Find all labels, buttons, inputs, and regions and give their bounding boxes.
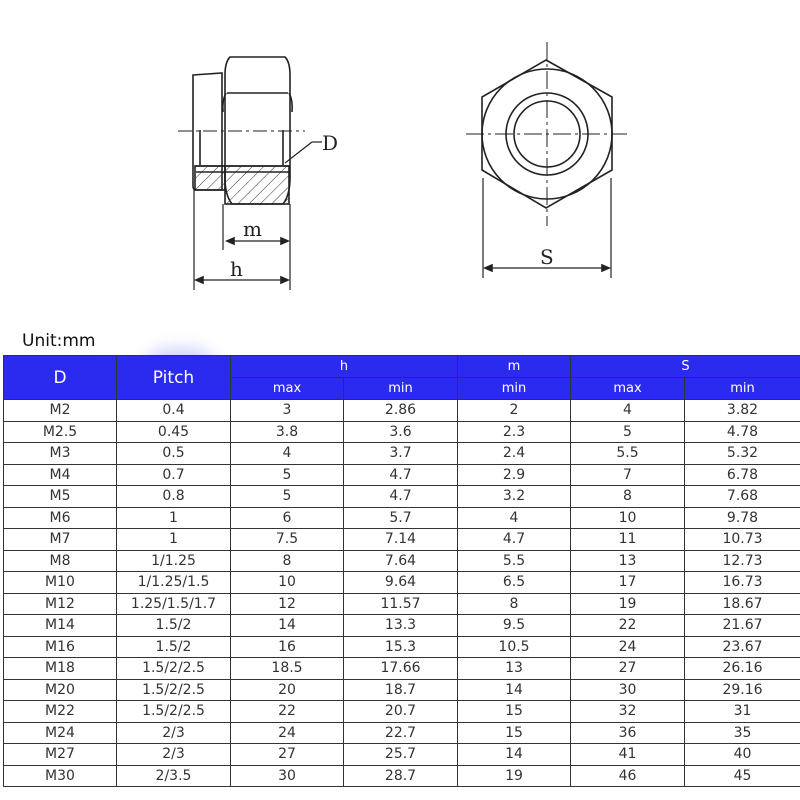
cell-h-max: 30 xyxy=(231,765,344,787)
cell-pitch: 1.5/2/2.5 xyxy=(117,701,231,723)
cell-s-max: 17 xyxy=(571,572,685,594)
header-h-max: max xyxy=(231,378,344,400)
cell-s-min: 29.16 xyxy=(685,679,800,701)
cell-h-max: 16 xyxy=(231,636,344,658)
cell-m-min: 9.5 xyxy=(458,615,571,637)
cell-m-min: 8 xyxy=(458,593,571,615)
cell-h-min: 7.14 xyxy=(344,529,458,551)
cell-d: M5 xyxy=(4,486,117,508)
cell-m-min: 10.5 xyxy=(458,636,571,658)
side-view xyxy=(178,57,322,290)
cell-s-max: 36 xyxy=(571,722,685,744)
cell-m-min: 4.7 xyxy=(458,529,571,551)
cell-pitch: 2/3 xyxy=(117,744,231,766)
label-s: S xyxy=(540,245,554,269)
cell-s-max: 22 xyxy=(571,615,685,637)
cell-m-min: 2.3 xyxy=(458,421,571,443)
cell-h-max: 4 xyxy=(231,443,344,465)
table-row xyxy=(4,400,800,422)
unit-label: Unit:mm xyxy=(22,331,96,351)
cell-s-min: 9.78 xyxy=(685,507,800,529)
cell-h-min: 22.7 xyxy=(344,722,458,744)
cell-d: M8 xyxy=(4,550,117,572)
cell-d: M7 xyxy=(4,529,117,551)
cell-s-max: 11 xyxy=(571,529,685,551)
cell-h-min: 28.7 xyxy=(344,765,458,787)
cell-s-min: 18.67 xyxy=(685,593,800,615)
header-s: S xyxy=(571,356,800,378)
cell-pitch: 1/1.25 xyxy=(117,550,231,572)
cell-pitch: 1 xyxy=(117,529,231,551)
nut-drawing-svg xyxy=(0,0,800,320)
cell-s-min: 26.16 xyxy=(685,658,800,680)
cell-m-min: 5.5 xyxy=(458,550,571,572)
cell-s-max: 7 xyxy=(571,464,685,486)
cell-h-max: 27 xyxy=(231,744,344,766)
cell-s-max: 41 xyxy=(571,744,685,766)
cell-pitch: 2/3.5 xyxy=(117,765,231,787)
table-row xyxy=(4,550,800,572)
cell-pitch: 0.7 xyxy=(117,464,231,486)
cell-s-min: 4.78 xyxy=(685,421,800,443)
cell-d: M24 xyxy=(4,722,117,744)
cell-m-min: 14 xyxy=(458,744,571,766)
cell-d: M20 xyxy=(4,679,117,701)
cell-s-min: 40 xyxy=(685,744,800,766)
cell-d: M10 xyxy=(4,572,117,594)
cell-pitch: 1/1.25/1.5 xyxy=(117,572,231,594)
header-s-min: min xyxy=(685,378,800,400)
label-d: D xyxy=(322,131,339,155)
cell-pitch: 1.5/2/2.5 xyxy=(117,679,231,701)
cell-s-max: 30 xyxy=(571,679,685,701)
cell-h-max: 12 xyxy=(231,593,344,615)
cell-h-max: 5 xyxy=(231,464,344,486)
cell-s-max: 24 xyxy=(571,636,685,658)
cell-pitch: 1.5/2 xyxy=(117,636,231,658)
cell-s-max: 13 xyxy=(571,550,685,572)
cell-s-max: 10 xyxy=(571,507,685,529)
cell-s-min: 3.82 xyxy=(685,400,800,422)
header-h: h xyxy=(231,356,458,378)
label-m: m xyxy=(243,217,262,241)
table-row xyxy=(4,636,800,658)
cell-m-min: 4 xyxy=(458,507,571,529)
cell-h-max: 24 xyxy=(231,722,344,744)
cell-pitch: 2/3 xyxy=(117,722,231,744)
cell-pitch: 1.25/1.5/1.7 xyxy=(117,593,231,615)
cell-s-min: 45 xyxy=(685,765,800,787)
table-row xyxy=(4,765,800,787)
cell-d: M2.5 xyxy=(4,421,117,443)
cell-m-min: 19 xyxy=(458,765,571,787)
cell-h-max: 5 xyxy=(231,486,344,508)
cell-m-min: 2.9 xyxy=(458,464,571,486)
cell-m-min: 15 xyxy=(458,722,571,744)
header-d: D xyxy=(4,356,117,400)
table-row xyxy=(4,658,800,680)
cell-m-min: 2.4 xyxy=(458,443,571,465)
cell-s-min: 31 xyxy=(685,701,800,723)
header-pitch: Pitch xyxy=(117,356,231,400)
cell-d: M6 xyxy=(4,507,117,529)
table-row xyxy=(4,744,800,766)
cell-m-min: 2 xyxy=(458,400,571,422)
cell-h-min: 7.64 xyxy=(344,550,458,572)
cell-s-min: 35 xyxy=(685,722,800,744)
cell-pitch: 1.5/2/2.5 xyxy=(117,658,231,680)
header-s-max: max xyxy=(571,378,685,400)
cell-pitch: 0.45 xyxy=(117,421,231,443)
table-row xyxy=(4,464,800,486)
cell-h-max: 3 xyxy=(231,400,344,422)
cell-h-max: 14 xyxy=(231,615,344,637)
cell-s-max: 46 xyxy=(571,765,685,787)
cell-d: M14 xyxy=(4,615,117,637)
cell-m-min: 14 xyxy=(458,679,571,701)
table-row xyxy=(4,443,800,465)
cell-h-min: 3.6 xyxy=(344,421,458,443)
table-row xyxy=(4,701,800,723)
table-row xyxy=(4,722,800,744)
cell-h-min: 4.7 xyxy=(344,486,458,508)
nut-technical-drawing xyxy=(0,0,800,320)
cell-h-max: 3.8 xyxy=(231,421,344,443)
cell-d: M16 xyxy=(4,636,117,658)
label-h: h xyxy=(230,257,243,281)
table-row xyxy=(4,529,800,551)
cell-h-min: 9.64 xyxy=(344,572,458,594)
cell-s-max: 4 xyxy=(571,400,685,422)
cell-h-min: 4.7 xyxy=(344,464,458,486)
cell-s-max: 32 xyxy=(571,701,685,723)
cell-pitch: 0.4 xyxy=(117,400,231,422)
cell-h-min: 11.57 xyxy=(344,593,458,615)
cell-s-min: 10.73 xyxy=(685,529,800,551)
table-row xyxy=(4,615,800,637)
header-m: m xyxy=(458,356,571,378)
cell-pitch: 1 xyxy=(117,507,231,529)
header-h-min: min xyxy=(344,378,458,400)
cell-h-min: 18.7 xyxy=(344,679,458,701)
cell-h-max: 10 xyxy=(231,572,344,594)
cell-s-min: 12.73 xyxy=(685,550,800,572)
cell-s-max: 5 xyxy=(571,421,685,443)
cell-d: M12 xyxy=(4,593,117,615)
cell-h-min: 2.86 xyxy=(344,400,458,422)
cell-s-min: 7.68 xyxy=(685,486,800,508)
cell-m-min: 6.5 xyxy=(458,572,571,594)
cell-d: M18 xyxy=(4,658,117,680)
cell-h-min: 25.7 xyxy=(344,744,458,766)
cell-s-max: 8 xyxy=(571,486,685,508)
cell-h-max: 8 xyxy=(231,550,344,572)
nut-spec-table xyxy=(3,355,800,787)
cell-s-max: 5.5 xyxy=(571,443,685,465)
cell-h-max: 22 xyxy=(231,701,344,723)
cell-d: M27 xyxy=(4,744,117,766)
cell-m-min: 3.2 xyxy=(458,486,571,508)
table-row xyxy=(4,486,800,508)
table-row xyxy=(4,421,800,443)
cell-h-min: 20.7 xyxy=(344,701,458,723)
front-view xyxy=(466,42,627,278)
cell-s-min: 5.32 xyxy=(685,443,800,465)
table-row xyxy=(4,507,800,529)
table-body xyxy=(4,400,800,787)
cell-pitch: 1.5/2 xyxy=(117,615,231,637)
cell-h-min: 17.66 xyxy=(344,658,458,680)
cell-h-min: 15.3 xyxy=(344,636,458,658)
cell-pitch: 0.5 xyxy=(117,443,231,465)
cell-s-min: 16.73 xyxy=(685,572,800,594)
cell-s-min: 21.67 xyxy=(685,615,800,637)
cell-d: M22 xyxy=(4,701,117,723)
cell-d: M30 xyxy=(4,765,117,787)
cell-s-max: 27 xyxy=(571,658,685,680)
cell-h-min: 3.7 xyxy=(344,443,458,465)
cell-m-min: 13 xyxy=(458,658,571,680)
cell-h-min: 5.7 xyxy=(344,507,458,529)
cell-s-min: 23.67 xyxy=(685,636,800,658)
cell-h-max: 7.5 xyxy=(231,529,344,551)
cell-m-min: 15 xyxy=(458,701,571,723)
cell-d: M3 xyxy=(4,443,117,465)
cell-d: M2 xyxy=(4,400,117,422)
cell-h-max: 20 xyxy=(231,679,344,701)
table-row xyxy=(4,572,800,594)
cell-d: M4 xyxy=(4,464,117,486)
table-row xyxy=(4,593,800,615)
cell-s-min: 6.78 xyxy=(685,464,800,486)
cell-pitch: 0.8 xyxy=(117,486,231,508)
cell-s-max: 19 xyxy=(571,593,685,615)
table-row xyxy=(4,679,800,701)
cell-h-max: 18.5 xyxy=(231,658,344,680)
cell-h-min: 13.3 xyxy=(344,615,458,637)
header-m-min: min xyxy=(458,378,571,400)
cell-h-max: 6 xyxy=(231,507,344,529)
